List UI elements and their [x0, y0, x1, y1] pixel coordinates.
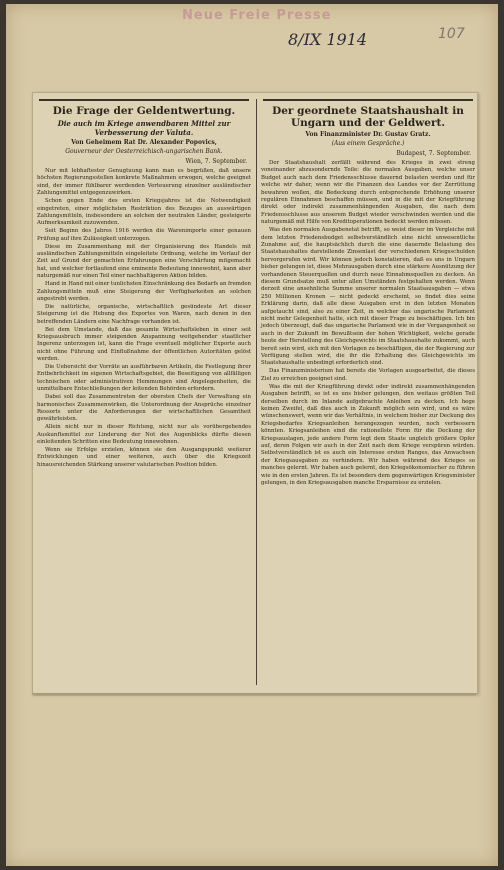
right-article-title: Der geordnete Staatshaushalt in Ungarn und der Geldwert. — [272, 105, 464, 129]
top-rule — [263, 99, 473, 101]
clipping-shadow — [32, 693, 476, 696]
article-paragraph: Hand in Hand mit einer tunlichsten Einschränkung des Bedarfs an fremden Zahlungsmitteln muß eine Steigerung der Verfügbarkeiten an solchen angestrebt werden. — [37, 281, 251, 302]
article-paragraph: Seit Beginn des Jahres 1916 werden die Warenimporte einer genauen Prüfung auf ihre Zulässigkeit unterzogen. — [37, 228, 251, 242]
archive-number: 107 — [438, 26, 465, 42]
handwritten-date: 8/IX 1914 — [288, 30, 368, 49]
article-paragraph: Wenn sie Erfolge erzielen, können sie den Ausgangspunkt weiterer Entwicklungen und einer weiteren, auch über die Kriegszeit hinausreichenden Stärkung unserer valutarischen Position bilden. — [37, 447, 251, 468]
article-paragraph: Bei dem Umstande, daß das gesamte Wirtschaftsleben in einer seit Kriegsausbruch immer steigenden Anspannung weitgehender staatlicher Ingerenz unterzogen ist, kann die Frage eventuell möglicher Exporte auch nicht ohne Führung und Einflußnahme der öffentlichen Autoritäten gelöst werden. — [37, 326, 251, 363]
article-paragraph: Diese im Zusammenhang mit der Organisierung des Handels mit ausländischen Zahlungsmitteln eingeleitete Ordnung, welche im Verlauf der Zeit auf Grund der gemachten Erfahrungen eine Verschärfung mitgemacht hat, und welcher fortlaufend eine eminente Bedeutung innewohnt, kann aber naturgemäß nur einen Teil einer nachhaltigeren Aktion bilden. — [37, 243, 251, 280]
article-paragraph: Das Finanzministerium hat bereits die Vorlagen ausgearbeitet, die dieses Ziel zu erreichen geeignet sind. — [261, 368, 475, 382]
left-article-author-role: Gouverneur der Oesterreichisch-ungarischen Bank. — [65, 148, 223, 155]
right-article — [261, 99, 475, 488]
right-article-dateline: Budapest, 7. September. — [396, 150, 471, 157]
article-paragraph: Was den normalen Ausgabenetat betrifft, so weist dieser im Vergleiche mit dem letzten Friedensbudget selbstverständlich eine nicht unwesentliche Zunahme auf, die hauptsächlich durch die eine dauernde Belastung des Staatshaushaltes darstellende Zinsenlast der verschiedenen Kriegsschulden hervorgerufen wird. Wir können jedoch konstatieren, daß es uns in Ungarn bisher gelungen ist, diese Mehrausgaben durch eine stärkere Ausnützung der vorhandenen Steuerquellen und durch neue Einnahmsquellen zu decken. An diesem Grundsatze muß unter allen Umständen festgehalten werden. Wenn derzeit eine ansehnliche Summe unserer normalen Staatsausgaben — etwa 250 Millionen Kronen — nicht gedeckt erscheint, so findet dies seine Erklärung darin, daß alle diese Ausgaben erst in den letzten Monaten aufgetaucht sind, also zu einer Zeit, in welcher das ungarische Parlament nicht mehr Gelegenheit hatte, sich mit dieser Frage zu beschäftigen. Ich bin jedoch überzeugt, daß das ungarische Parlament wie in der Vergangenheit so auch in der Zukunft im Bewußtsein der hohen Wichtigkeit, welche gerade heute der Herstellung des Gleichgewichts im Staatshaushalte zukommt, auch bereit sein wird, sich mit den Vorlagen zu beschäftigen, die der Regierung zur Verfügung stellen wird, die ihr die Erhaltung des Gleichgewichts im Staatshaushalte unbedingt erforderlich sind. — [261, 227, 475, 367]
right-article-body — [261, 160, 475, 487]
newspaper-clipping — [32, 92, 478, 694]
article-paragraph: Dabei soll das Zusammentreten der obersten Chefs der Verwaltung ein harmonisches Zusammenwirken, die Unterordnung der Ansprüche einzelner Ressorts unter die Anforderungen der wirtschaftlichen Gesamtheit gewährleisten. — [37, 394, 251, 423]
article-paragraph: Die natürliche, organische, wirtschaftlich gesündeste Art dieser Steigerung ist die Hebung des Exportes von Waren, nach denen in den betreffenden Ländern eine Nachfrage vorhanden ist. — [37, 303, 251, 325]
top-rule — [39, 99, 249, 101]
left-article-title: Die Frage der Geldentwertung. — [52, 105, 236, 117]
article-paragraph: Schon gegen Ende des ersten Kriegsjahres ist die Notwendigkeit eingetreten, einer möglichsten Restriktion des Bezuges an auswärtigen Zahlungsmitteln, insbesondere an solchen der neutralen Länder, gesteigerte Aufmerksamkeit zuzuwenden. — [37, 198, 251, 227]
left-article-body — [37, 168, 251, 469]
newspaper-stamp: Neue Freie Presse — [182, 8, 332, 23]
left-article-author: Von Geheimem Rat Dr. Alexander Popovics, — [71, 139, 217, 146]
right-article-interview-note: (Aus einem Gespräche.) — [331, 140, 405, 147]
article-paragraph: Nur mit lebhaftester Genugtuung kann man es begrüßen, daß unsere höchsten Regierungsstellen konkrete Maßnahmen erwogen, welche geeignet sind, der immer fühlbarer werdenden Verteuerung einzelner ausländischer Zahlungsmittel entgegenzuwirken. — [37, 168, 251, 197]
left-article — [37, 99, 251, 470]
article-paragraph: Der Staatshaushalt zerfällt während des Krieges in zwei streng voneinander abzusondernde Teile: die normalen Ausgaben, welche unser Budget auch nach dem Friedensschlusse dauernd belasten werden und für welche wir daher, wenn wir die Finanzen des Landes vor der Zerrüttung bewahren wollen, die Bedeckung durch entsprechende Erhöhung unserer regulären Einnahmen beschaffen müssen, und in die mit der Kriegführung direkt oder indirekt zusammenhängenden Ausgaben, die nach dem Friedensschlusse aus unserem Budget wieder verschwinden werden und die naturgemäß mit Hilfe von Kreditoperationen bedeckt werden müssen. — [261, 160, 475, 226]
article-paragraph: Was die mit der Kriegführung direkt oder indirekt zusammenhängenden Ausgaben betrifft, so ist es uns bisher gelungen, den weitaus größten Teil derselben durch im Inlande aufgebrachte Anleihen zu decken. Ich hege keinen Zweifel, daß dies auch in Zukunft möglich sein wird, und es wäre wünschenswert, wenn wir das Verhältnis, in welchem bisher zur Deckung des Kriegsbedarfes Kriegsanleihen herangezogen wurden, noch verbessern könnten. Kriegsanleihen sind die rationellste Form für die Deckung der Kriegsauslagen, jede andere Form legt dem Staate ungleich größere Opfer auf, deren Folgen wir auch in der Zeit nach dem Kriege verspüren würden. Selbstverständlich ist es auch ein Interesse ersten Ranges, das Anwachsen der Kriegsausgaben zu verhindern. Wir haben während des Krieges so manches gelernt. Wir haben auch gelernt, den Kriegsökonomischer zu führen wie in den ersten Jahren. Es ist besonders dem gegenwärtigen Kriegsminister gelungen, in den Kriegsausgaben manche Ersparnisse zu erzielen. — [261, 383, 475, 486]
right-article-author: Von Finanzminister Dr. Gustav Gratz. — [305, 131, 431, 138]
column-divider — [256, 99, 257, 685]
left-article-subtitle: Die auch im Kriege anwendbaren Mittel zur Verbesserung der Valuta. — [57, 119, 231, 137]
article-paragraph: Allein nicht nur in dieser Richtung, nicht nur als vorübergehendes Auskunftsmittel zur Linderung der Not des Augenblicks dürfte diesen einleitenden Schritten eine Bedeutung innewohnen. — [37, 424, 251, 446]
left-article-dateline: Wien, 7. September. — [185, 158, 247, 165]
article-paragraph: Die Uebersicht der Vorräte an ausführbaren Artikeln, die Festlegung ihrer Entbehrlichkeit im eigenen Wirtschaftsgebiet, die Beseitigung von allfälligen technischen oder administrativen Hemmungen sind Angelegenheiten, die unmittelbare Entschließungen der leitenden Behörden erfordern. — [37, 364, 251, 393]
